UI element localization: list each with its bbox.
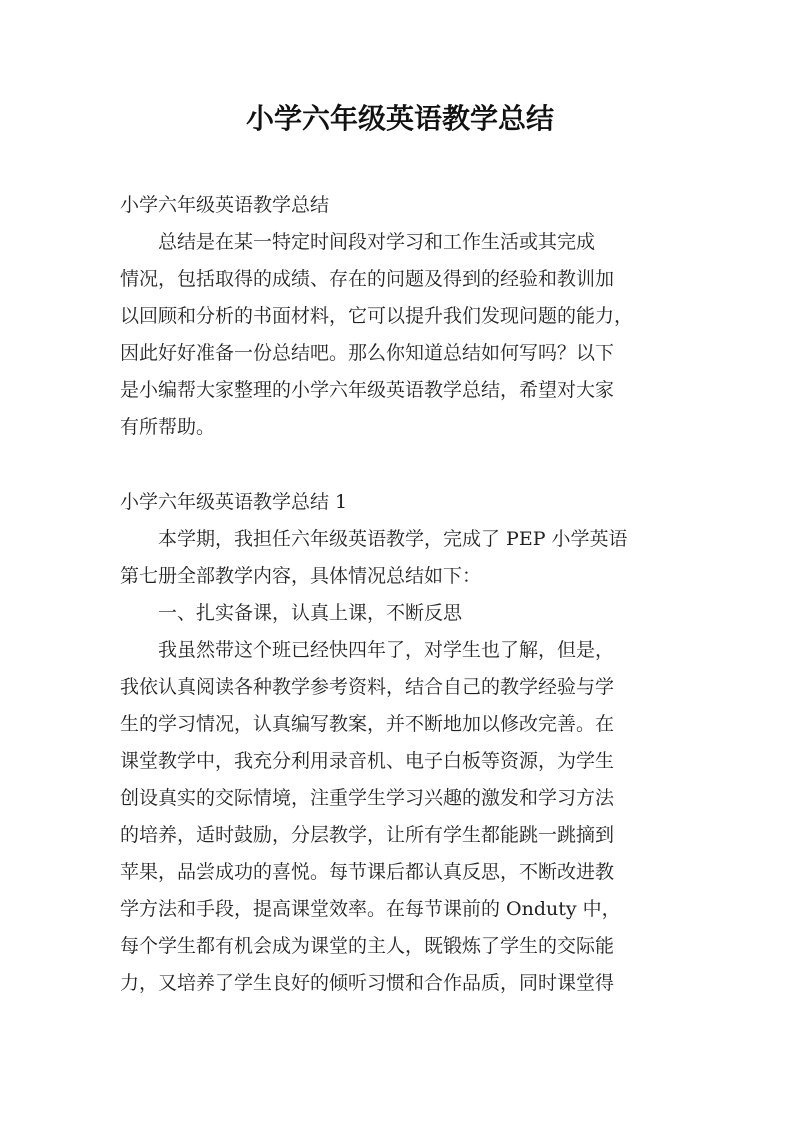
paragraph-line: 苹果，品尝成功的喜悦。每节课后都认真反思，不断改进教 [120, 861, 615, 883]
paragraph-line: 有所帮助。 [120, 416, 216, 438]
paragraph-line: 我虽然带这个班已经快四年了，对学生也了解，但是， [120, 639, 615, 661]
paragraph-line: 我依认真阅读各种教学参考资料，结合自己的教学经验与学 [120, 676, 615, 698]
paragraph-line: 的培养，适时鼓励，分层教学，让所有学生都能跳一跳摘到 [120, 824, 615, 846]
paragraph-line: 生的学习情况，认真编写教案，并不断地加以修改完善。在 [120, 713, 615, 735]
section-heading: 小学六年级英语教学总结 1 [120, 491, 348, 513]
paragraph-line: 每个学生都有机会成为课堂的主人，既锻炼了学生的交际能 [120, 935, 615, 957]
paragraph-line: 力，又培养了学生良好的倾听习惯和合作品质，同时课堂得 [120, 972, 615, 994]
paragraph-line: 本学期，我担任六年级英语教学，完成了 PEP 小学英语 [120, 528, 628, 550]
paragraph-line: 创设真实的交际情境，注重学生学习兴趣的激发和学习方法 [120, 787, 615, 809]
paragraph-line: 课堂教学中，我充分利用录音机、电子白板等资源，为学生 [120, 750, 615, 772]
document-title: 小学六年级英语教学总结 [245, 102, 554, 135]
paragraph-line: 总结是在某一特定时间段对学习和工作生活或其完成 [120, 231, 596, 253]
paragraph-line: 学方法和手段，提高课堂效率。在每节课前的 Onduty 中， [120, 898, 621, 920]
paragraph-line: 以回顾和分析的书面材料，它可以提升我们发现问题的能力， [120, 305, 634, 327]
paragraph-line: 因此好好准备一份总结吧。那么你知道总结如何写吗？以下 [120, 342, 615, 364]
paragraph-line: 情况，包括取得的成绩、存在的问题及得到的经验和教训加 [120, 268, 615, 290]
intro-heading: 小学六年级英语教学总结 [120, 194, 330, 216]
subsection-heading: 一、扎实备课，认真上课，不断反思 [120, 602, 463, 624]
paragraph-line: 是小编帮大家整理的小学六年级英语教学总结，希望对大家 [120, 379, 615, 401]
paragraph-line: 第七册全部教学内容，具体情况总结如下： [120, 565, 482, 587]
